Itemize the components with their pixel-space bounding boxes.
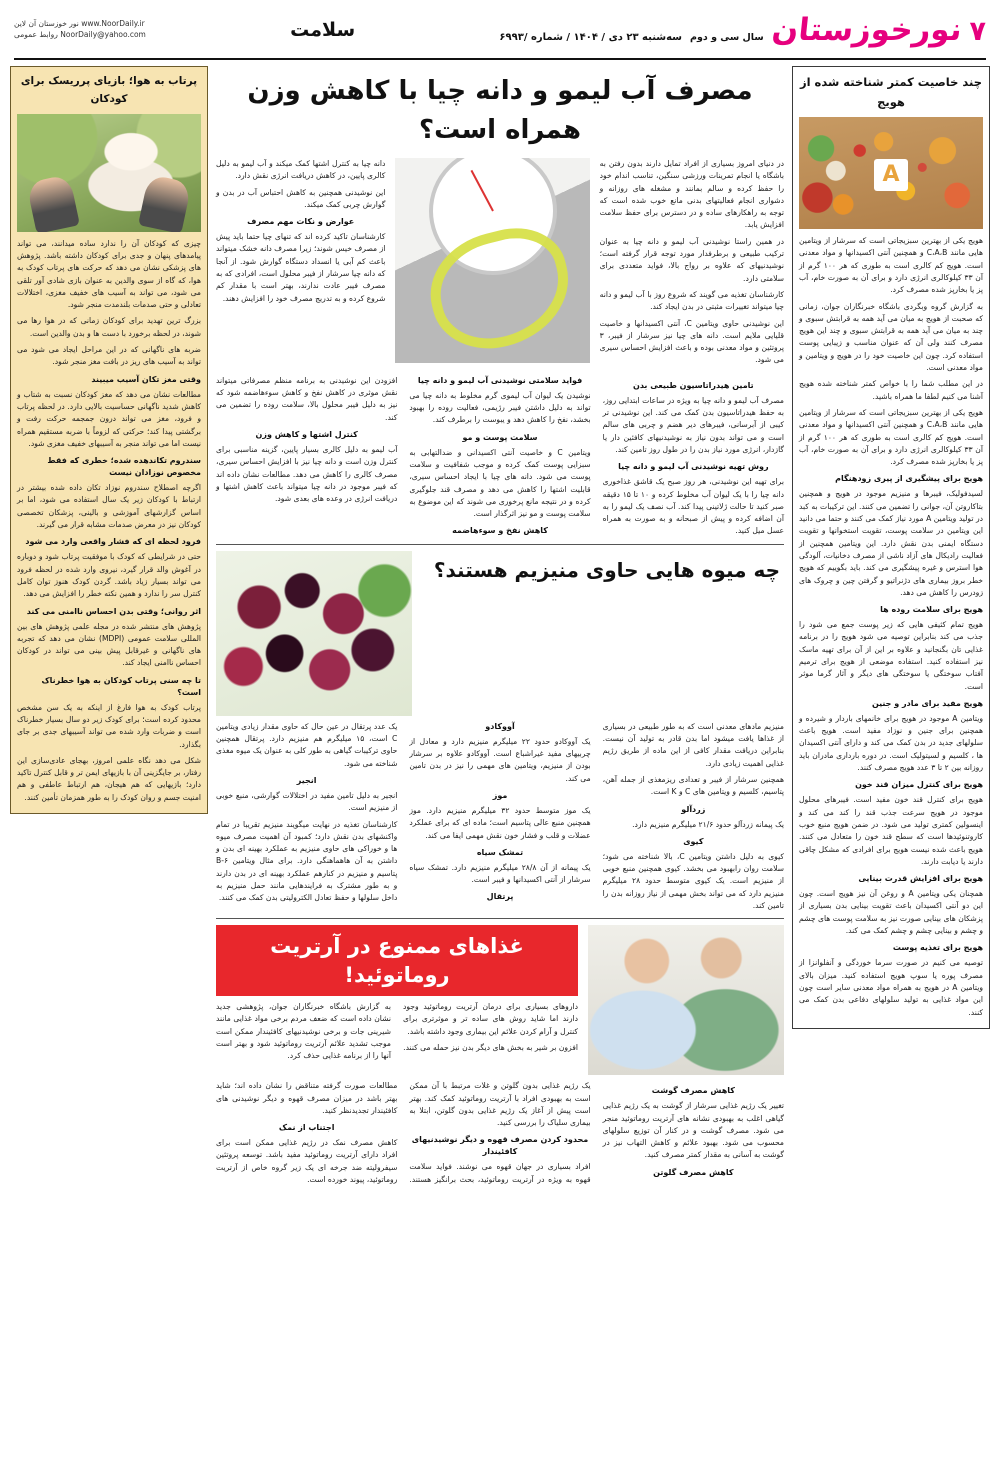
children-subheading: اثر روانی؛ وقتی بدن احساس ناامنی می کند	[26, 606, 201, 616]
children-subheading: فرود لحظه ای که فشار واقعی وارد می شود	[25, 537, 201, 547]
article-divider	[216, 918, 784, 919]
magnesium-columns	[216, 721, 784, 913]
magnesium-tail: کارشناسان تغذیه در نهایت میگویند منیزیم تقریبا در تمام واکنشهای بدن نقش دارد؛ کمبود آن اهمیت مصرف میوه ها و خوراکی های حاوی منیزیم به عملکرد بهینه ای بدن و داشتن به آن هاهماهنگی دارد. برای مثال ویتامین ۶-B پتاسیم و منیزیم در کنارهم عملکرد بهینه ای در بدن دارند و به طور مشترک به فرایندهایی مانند حمل منیزیم به داخل سلولها و حفظ تعادل الکترولیتی بدن کمک می کنند.	[216, 819, 398, 903]
arthritis-subheading: محدود کردن مصرف قهوه و دیگر نوشیدنیهای کافئیندار	[411, 1135, 589, 1157]
magnesium-header	[216, 551, 784, 716]
arthritis-header	[216, 925, 784, 1075]
main-subsection-body: نوشیدن یک لیوان آب لیموی گرم مخلوط به دانه چیا می تواند به دلیل داشتن فیبر رژیمی، فعالیت روده را بهبود بخشد، نفخ را کاهش دهد و یبوست را برطرف کند.	[409, 390, 591, 425]
main-subheading: عوارض و نکات مهم مصرف	[247, 217, 355, 227]
carrot-subheading: هویج مفید برای مادر و جنین	[871, 698, 983, 708]
children-subheading: سندروم تکاندهده شده؛ خطری که فقط مخصوص نوزادان نیست	[47, 456, 201, 478]
magnesium-item-body: یک عدد پرتقال در عین حال که حاوی مقدار زیادی ویتامین C است، ۱۵ میلیگرم هم منیزیم دارد. پرتقال همچنین حاوی ترکیبات گیاهی به طور کلی به عنوان یک میوه مغذی شناخته می شود.	[216, 721, 398, 768]
berries-photo	[216, 551, 412, 716]
newspaper-logo: نورخوزستان	[769, 11, 964, 48]
arthritis-subheading: کاهش مصرف گلوتن	[653, 1167, 734, 1177]
carrot-section-body: لسیدفولیک، فیبرها و منیزیم موجود در هویج و همچنین بتاکاروتن آن، جوانی را تضمین می کنند. این ترکیبات به کبد در تولید ویتامین A مورد نیاز کمک می کنند و حتما می دانید این ویتامین در سلامت پوست، تقویت استخوانها و تقویت دستگاه ایمنی بدن نقش دارد. این ویتامین همچنین از فعالیت رادیکال های آزاد ناشی از مصرف دخانیات، آلودگی هوا استرس و غیره پیشگیری می کند. باید بگوییم که هویج خطر بروز بیماری های دژنراتیو و گرفتن چین و چروک های زودرس را کاهش می دهد.	[799, 489, 984, 597]
magnesium-item-name: پرتقال	[486, 892, 514, 902]
arthritis-subsection-body: کاهش مصرف نمک در رژیم غذایی ممکن است برای افراد دارای آرتریت روماتوئید مفید باشد. توسعه پروتئین سیفرولیته ضد جرخه ای یک زیر گروه خاص از آرتریت روماتوئید، پیوند خورده است.	[216, 1138, 398, 1185]
page-grid	[10, 66, 990, 1186]
carrot-subheading: هویج برای سلامت روده ها	[880, 605, 983, 615]
magnesium-item-name: آووکادو	[485, 721, 515, 731]
main-subsection-body: آب لیمو به دلیل کالری بسیار پایین، گزینه مناسبی برای کنترل وزن است و دانه چیا نیز با افزایش احساس سیری، مصرف کالری را کاهش می دهد. مطالعات نشان داده اند که فیبر موجود در دانه چیا میتواند باعث کاهش اشتها و دریافت انرژی در وعده های بعدی شود.	[216, 444, 398, 504]
carrot-headline: چند خاصیت کمتر شناخته شده از هویج	[799, 75, 983, 109]
children-subsection-body: حتی در شرایطی که کودک با موفقیت پرتاب شود و دوباره در آغوش والد قرار گیرد، نیروی وارد شده در لحظه فرود می تواند بسیار زیاد باشد. گردن کودک هنوز توان کامل کنترل سر را ندارد و همین نکته خطر را افزایش می دهد.	[17, 552, 201, 599]
main-paragraph: در دنیای امروز بسیاری از افراد تمایل دارند بدون رفتن به باشگاه یا انجام تمرینات ورزشی سنگین، تناسب اندام خود را حفظ کرده و سالم بمانند و مشغله های روزانه و دشواری انجام فعالیتهای بدنی مانع خوب شده است که توجه به راهکارهای ساده و در دسترس برای حفظ سلامت افزایش یابد.	[599, 159, 784, 230]
masthead-brand-block	[499, 11, 986, 48]
magnesium-item-name: کیوی	[683, 836, 704, 846]
issue-date: سه‌شنبه ۲۳ دی / ۱۴۰۴ / شماره /۶۹۹۳	[499, 31, 683, 43]
carrot-subheading: هویج برای تغذیه پوست	[892, 943, 983, 953]
vitamin-a-foods-photo	[799, 117, 983, 229]
main-article-columns	[216, 375, 784, 538]
children-subheading: تا چه سنی پرتاب کودکان به هوا خطرناک است؟	[41, 675, 201, 697]
magnesium-intro: منیزیم مادهای معدنی است که به طور طبیعی در بسیاری از غذاها یافت میشود اما بدن قادر به تولید آن نیست. بنابراین دریافت مقدار کافی از این ماده از طریق رژیم غذایی اهمیت زیادی دارد.	[602, 721, 784, 768]
carrot-section-body: ویتامین A موجود در هویج برای خانمهای باردار و شیرده و همچنین برای جنین و نوزاد مفید است. هویج باعث سلولهای جدید در بدن کمک می کند و دارای آنتی اکسیدان ها ، کلسیم و لسیتولیک است. در دوره بارداری مادران باید روزانه بین ۲ تا ۳ عدد هویج مصرف کنند.	[799, 713, 983, 773]
magnesium-item-name: موز	[492, 790, 508, 800]
children-subsection-body: پژوهش های منتشر شده در مجله علمی پژوهش های بین المللی سلامت عمومی (MDPI) نشان می دهد که تجربه های ناگهانی و غیرقابل پیش بینی می تواند در کودکان احساس ناامنی ایجاد کند.	[17, 621, 202, 668]
parent-hand-left	[26, 174, 80, 232]
carrot-section-body: همچنان یکی ویتامین A و روغن آن نیز هویج است. چون این دو آنتی اکسیدان باعث تقویت بینایی بدن بسیاری از پزشکان های بینایی صورت نیز به سلامت پوست های چشم و چشم و بینایی چشم و چشم کمک می کند.	[799, 889, 983, 936]
masthead	[10, 0, 990, 56]
children-paragraph: چیزی که کودکان آن را ندارد ساده میدانند، می تواند پیامدهای پنهان و جدی برای کودکان داشته باشد. پژوهش های پزشکی نشان می دهد که حرکت های پرتاب کودک به هوا، که گاه از سوی والدین به عنوان بازی شادی آور تلقی می شود، می تواند به آسیب های خفیف مغزی، اختلالات تعادلی و حتی صدمات بلندمدت منجر شود.	[17, 238, 201, 310]
carrot-subheading: هویج برای کنترل میزان قند خون	[855, 780, 983, 790]
main-subsection-body: ویتامین C و خاصیت آنتی اکسیدانی و ضدالتهابی به سبزایی پوست کمک کرده و موجب شفافیت و سلامت پوست می شود. دانه های چیا با ایجاد احساس سیری، قابلیت اشتها را کاهش می دهد و مصرف قند جلوگیری کرده و در نتیجه مانع پرخوری می شوند که این موضوع به سلامت پوست و مو نیز اثرگذار است.	[409, 447, 591, 519]
physiotherapy-photo	[588, 925, 784, 1075]
main-subheading: تامین هیدراتاسیون طبیعی بدن	[632, 380, 754, 390]
main-subsection-body: مصرف آب لیمو و دانه چیا به ویژه در ساعات ابتدایی روز، به حفظ هیدراتاسیون بدن کمک می کند. این نوشیدنی تر کیبی از آبرسانی، فیبرهای دیر هضم و چربی های سالم است و می تواند بدون نیاز به نوشیدنیهای کافئین دار یا گازدار، انرژی مورد نیاز بدن را در طول روز تامین کند.	[602, 395, 784, 454]
main-col-right-text	[600, 158, 784, 371]
main-headline: مصرف آب لیمو و دانه چیا با کاهش وزن همراه است؟	[247, 76, 753, 145]
carrot-section-body: توصیه می کنیم در صورت سرما خوردگی و آنفلوانزا از مصرف پوره یا سوپ هویج استفاده کنید. میزان بالای ویتامین A در هویج به همراه مواد معدنی سایر است چون این مواد غذایی به تولید سلولهای دفاعی بدن کمک می کنند.	[799, 958, 983, 1017]
magnesium-item-body: یک پیمانه از آن ۲۸/۸ میلیگرم منیزیم دارد. تمشک سیاه سرشار از آنتی اکسیدانها و فیبر است.	[409, 862, 591, 885]
children-conclusion: شکل می دهد نگاه علمی امروز، بهجای عادی‌سازی این رفتار، بر جایگزینی آن با بازیهای ایمن تر و قابل کنترل تاکید دارد؛ بازیهایی که هم هیجان، هم ارتباط عاطفی و هم امنیت جسم و روان کودک را به طور همزمان تأمین کنند.	[17, 755, 201, 802]
contact-label-online: نور خوزستان آن لاین	[14, 19, 79, 29]
magnesium-item-name: زردآلو	[681, 804, 706, 814]
section-title: سلامت	[290, 19, 356, 41]
arthritis-subheading: کاهش مصرف گوشت	[651, 1086, 735, 1096]
arthritis-paragraph: داروهای بسیاری برای درمان آرتریت روماتوئید وجود دارند اما شاید روش های ساده تر و موثرتری برای کنترل و آرام کردن علائم این بیماری وجود داشته باشد.	[403, 1001, 578, 1036]
column-children-article	[10, 66, 208, 814]
arthritis-article	[216, 925, 784, 1186]
children-subheading: وقتی مغز تکان آسیب میبیند	[91, 374, 201, 384]
main-subheading: روش تهیه نوشیدنی آب لیمو و دانه چیا	[618, 462, 769, 472]
main-paragraph: در همین راستا نوشیدنی آب لیمو و دانه چیا به عنوان ترکیب طبیعی و برطرفدار مورد توجه قرار گرفته است؛ نوشیدنیهای که علاوه بر رواج بالا، فواید متعددی برای سلامتی دارد.	[599, 236, 784, 283]
main-col-left-text	[216, 158, 385, 309]
main-subheading: کنترل اشتها و کاهش وزن	[255, 429, 358, 439]
main-paragraph: کارشناسان تغذیه می گویند که شروع روز با آب لیمو و دانه چیا میتواند تغییرات مثبتی در بدن ایجاد کند.	[599, 289, 784, 312]
parent-hand-right	[138, 174, 192, 232]
main-subheading: کاهش نفخ و سوءهاضمه	[452, 526, 548, 536]
main-article-top	[216, 158, 784, 371]
arthritis-headline: غذاهای ممنوع در آرتریت روماتوئید!	[216, 925, 578, 996]
weight-scale-photo	[395, 158, 589, 363]
magnesium-item-name: تمشک سیاه	[476, 847, 524, 857]
main-subsection-body: کارشناسان تاکید کرده اند که تنهای چیا حتما باید پیش از مصرف خیس شوند؛ زیرا مصرف دانه خشک میتواند باعث کم آبی یا انسداد دستگاه گوارش شود. از آنجا که دانه چیا سرشار از فیبر محلول است، افرادی که به مصرف فیبر عادت ندارند، بهتر است با مقدار کم شروع کرده و به تدریج مصرف خود را افزایش دهند.	[216, 232, 386, 303]
carrot-section-body: هویج برای کنترل قند خون مفید است. فیبرهای محلول موجود در هویج سرعت جذب قند را کند می کند و اینسولین کمتری تولید می شود. در ضمن هویج منبع خوب کاروتنوئیدها است که سطح قند خون را متعادل می کنند. هویج باعث شده نیست هویج برای افرادی که مشکل چاقی دارند یا دیابت دارند.	[799, 795, 983, 866]
magnesium-item-body: یک موز متوسط حدود ۳۲ میلیگرم منیزیم دارد. موز همچنین منبع عالی پتاسیم است؛ ماده ای که برای عملکرد عضلات و قلب و فشار خون نقش مهمی ایفا می کند.	[409, 805, 591, 840]
carrot-paragraph: هویج یکی از بهترین سبزیجاتی است که سرشار از ویتامین هایی مانند C،A،B و همچنین آنتی اکسیدانها و مواد معدنی است. هویج کم کالری است به طوری که هر ۱۰۰ گرم از آن ۳۳ کیلوکالری انرژی دارد و برای آن به صورت خام، آب پز یا بخارپز شده مصرف کرد.	[799, 407, 983, 467]
main-paragraph: این نوشیدنی همچنین به کاهش احتباس آب در بدن و گوارش چربی کمک میکند.	[216, 187, 386, 209]
carrot-paragraph: به گزارش گروه وبگردی باشگاه خبرنگاران جوان، زمانی که صحبت از هویج به میان می آید همه به قرابتش سبوی و چند به میان می آید همه به قرابتش سبوی و چند این هویج مصرف کنند ولی آن که عنوان مناسب و زیبایی پوست استفاده کرد. چون این خاصیت خود را در هویج و ویتامین و مواد معدنی است.	[799, 301, 983, 373]
contact-email[interactable]: NoorDaily@yahoo.com	[60, 30, 146, 39]
page-number: ۷	[969, 15, 986, 47]
column-carrot-article	[792, 66, 990, 1029]
magnesium-item-body: انجیر به دلیل تامین مفید در اختلالات گوارشی، منبع خوبی از منیزیم است.	[216, 790, 398, 813]
children-subsection-body: اگرچه اصطلاح سندروم نوزاد تکان داده شده بیشتر در ارتباط با کودکان زیر یک سال استفاده می شود، اما بر اساس گزارشهای آموزشی و بالینی، پزشکان تخصصی کودکان نیز در معرض صدمات مشابه قرار می گیرند.	[17, 483, 201, 530]
magnesium-headline: چه میوه هایی حاوی منیزیم هستند؟	[433, 557, 780, 582]
arthritis-subheading: اجتناب از نمک	[278, 1123, 335, 1133]
arthritis-columns	[216, 1080, 784, 1186]
carrot-paragraph: در این مطلب شما را با خواص کمتر شناخته شده هویج آشنا می کنیم لطفا ما همراه باشید.	[799, 379, 983, 401]
vitamin-a-label: A	[874, 159, 908, 191]
scale-photo-wrap	[395, 158, 589, 363]
main-article	[216, 66, 784, 538]
arthritis-paragraph: به گزارش باشگاه خبرنگاران جوان، پژوهشی جدید نشان داده است که ضعف مردم برخی مواد غذایی مانند شیرینی جات و برخی نوشیدنیهای کافئیندار ممکن است موجب تشدید علائم آرتریت روماتوئید شود و بهتر است آنها را از برنامه غذایی حذف کرد.	[216, 1001, 391, 1061]
main-paragraph: این نوشیدنی حاوی ویتامین C، آنتی اکسیدانها و خاصیت قلیایی ملایم است. دانه های چیا نیز سرشار از فیبر، ۳ پروتئین و مواد معدنی بوده و باعث افزایش احساس سیری می شود.	[599, 318, 784, 365]
article-divider	[216, 544, 784, 545]
arthritis-subsection-body: افراد بسیاری در جهان قهوه می نوشند. فواید سلامت قهوه به ویژه در آرتریت روماتوئید، بحث برانگیز هستند. مطالعات صورت گرفته متناقض را نشان داده اند؛ شاید بهتر باشد در میزان مصرف قهوه و دیگر نوشیدنی های کافئیندار تجدیدنظر کنید.	[216, 1081, 591, 1184]
main-paragraph: دانه چیا به کنترل اشتها کمک میکند و آب لیمو به دلیل کالری پایین، در کاهش دریافت انرژی نقش دارد.	[216, 159, 386, 181]
volume-year: سال سی و دوم	[690, 31, 764, 43]
carrot-subheading: هویج برای افزایش قدرت بینایی	[858, 874, 983, 884]
column-main	[216, 66, 784, 1186]
masthead-contact	[14, 19, 146, 41]
magnesium-intro-2: همچنین سرشار از فیبر و تعدادی ریزمغذی از جمله آهن، پتاسیم، کلسیم و ویتامین های C و K است.	[602, 774, 784, 797]
arthritis-subsection-body: یک رژیم غذایی بدون گلوتن و غلات مرتبط با آن ممکن است به بهبودی افراد با آرتریت روماتوئید کمک کند. بهتر است پیش از آغاز یک رژیم غذایی بدون گلوتن، ابتلا به بیماری سلیاک را بررسی کنید.	[409, 1081, 591, 1128]
contact-label-pr: روابط عمومی	[14, 30, 58, 39]
arthritis-subsection-body: تغییر یک رژیم غذایی سرشار از گوشت به یک رژیم غذایی گیاهی اغلب به بهبودی نشانه های آرتریت روماتوئید منجر می شود. مصرف گوشت و در کنار آن توزیع سلولهای محسوب می شود. بهبود علائم و کاهش التهاب نیز در گوشت به آسانی به مقدار کمتر مصرف کنید.	[602, 1101, 784, 1160]
children-subsection-body: پرتاب کودک به هوا فارغ از اینکه به یک سن مشخص محدود کرده است؛ برای کودک زیر دو سال بسیار خطرناک است و ضربات وارد شده می تواند آسیبهای جدی بر جای بگذارد.	[17, 702, 201, 749]
main-subsection-body: برای تهیه این نوشیدنی، هر روز صبح یک قاشق غذاخوری دانه چیا را با یک لیوان آب مخلوط کرده و ۱۰ تا ۱۵ دقیقه صبر کنید تا حالت ژلاتینی پیدا کند. آب نصف یک لیمو را به آن اضافه کرده و پیش از صبحانه و به صورت به همراه عسل میل کنید.	[602, 477, 784, 536]
main-subheading: فواید سلامتی نوشیدنی آب لیمو و دانه چیا	[417, 375, 583, 385]
magnesium-item-body: یک آووکادو حدود ۲۲ میلیگرم منیزیم دارد و معادل از چربیهای مفید غیراشباع است. آووکادو علاوه بر سرشار بودن از منیزیم، ویتامین های مهمی را نیز در بدن تامین می کند.	[409, 736, 591, 783]
main-subsection-body: افزودن این نوشیدنی به برنامه منظم مصرفاتی میتواند نقش موثری در کاهش نفخ و کاهش سوءهاضمه شود که نیز به دلیل فیبر محلول بالا، سلامت روده را تضمین می کند.	[216, 375, 398, 422]
arthritis-paragraph: افزون بر شیر به بخش های دیگر بدن نیز حمله می کنند.	[403, 1042, 578, 1052]
children-paragraph: ضربه های ناگهانی که در این مراحل ایجاد می شود می تواند به آسیب های ریز در بافت مغز منجر شود.	[17, 345, 201, 367]
contact-website[interactable]: www.NoorDaily.ir	[81, 19, 145, 29]
children-headline: پرتاب به هوا؛ بازیای پرریسک برای کودکان	[20, 75, 198, 105]
carrot-paragraph: هویج یکی از بهترین سبزیجاتی است که سرشار از ویتامین هایی مانند C،A،B و همچنین آنتی اکسیدانها و مواد معدنی است. هویج کم کالری است به طوری که هر ۱۰۰ گرم از آن ۳۳ کیلوکالری انرژی دارد و برای آن به صورت خام، آب پز یا بخارپز شده مصرف کرد.	[799, 236, 983, 295]
carrot-section-body: هویج تمام کثیفی هایی که زیر پوست جمع می شود را جذب می کند بنابراین توصیه می شود هویج را در برنامه غذایی تان بگنجانید و علاوه بر این از آن برای تهیه ماسک نیز استفاده کنید. استفاده موضعی از هویج برای ترمیم آفتاب سوختگی یا سوختگی های دیگر و آثار گرما موثر است.	[799, 620, 983, 691]
baby-tossed-photo	[17, 114, 201, 232]
magnesium-item-name: انجیر	[296, 775, 317, 785]
children-paragraph: بزرگ ترین تهدید برای کودکان زمانی که در هوا رها می شوند، در لحظه برخورد با دست ها و بدن والدین است.	[17, 316, 201, 338]
magnesium-item-body: کیوی به دلیل داشتن ویتامین C، بالا شناخته می شود؛ سلامت روان رابهبود می بخشد. کیوی همچنین منبع خوبی از منیزیم است. یک کیوی متوسط حدود ۲۸ میلیگرم منیزیم دارد که می تواند بخش مهمی از نیاز روزانه بدن را تامین کند.	[602, 851, 784, 910]
main-subheading: سلامت پوست و مو	[462, 432, 538, 442]
magnesium-article	[216, 551, 784, 913]
carrot-subheading: هویج برای پیشگیری از پیری زودهنگام	[835, 474, 983, 484]
masthead-divider	[14, 58, 986, 60]
children-subsection-body: مطالعات نشان می دهد که مغز کودکان نسبت به شتاب و کاهش شدید ناگهانی حساسیت بالایی دارد. در لحظه پرتاب و فرود، مغز می تواند درون جمجمه حرکت رفت و برگشتی پیدا کند؛ حرکتی که لزوماً با ضربه مستقیم همراه نیست اما می تواند منجر به آسیبهای خفیف مغزی شود.	[17, 389, 201, 448]
magnesium-item-body: یک پیمانه زردآلو حدود ۲۱/۶ میلیگرم منیزیم دارد.	[632, 819, 784, 829]
